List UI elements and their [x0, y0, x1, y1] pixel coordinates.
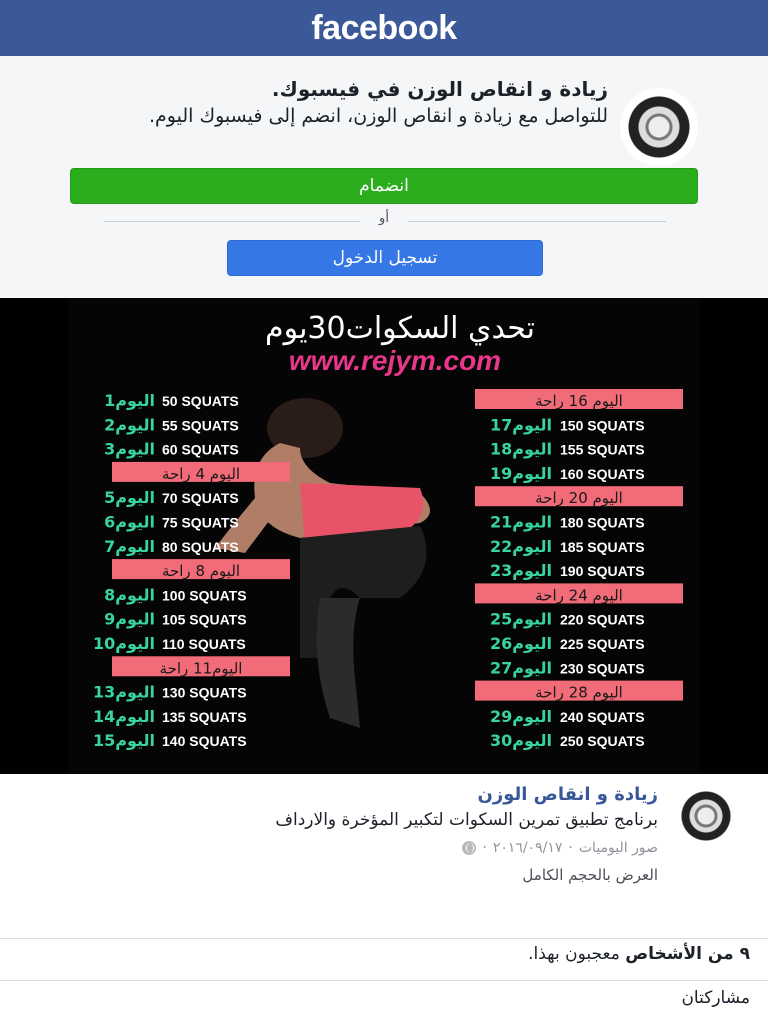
right-day-label: اليوم27 — [489, 658, 552, 678]
right-rest-label: اليوم 16 راحة — [535, 392, 623, 410]
left-day-label: اليوم9 — [104, 609, 155, 629]
left-day-label: اليوم1 — [104, 391, 155, 410]
left-day-label: اليوم3 — [104, 439, 155, 459]
shares-count[interactable]: مشاركتان — [681, 988, 750, 1008]
join-description: للتواصل مع زيادة و انقاص الوزن، انضم إلى فيسبوك اليوم. — [149, 105, 608, 127]
right-day-label: اليوم17 — [489, 415, 552, 435]
login-button[interactable]: تسجيل الدخول — [227, 240, 543, 276]
left-day-label: اليوم5 — [104, 488, 155, 508]
right-squat-count: 155 SQUATS — [560, 441, 645, 458]
right-day-label: اليوم29 — [489, 706, 552, 726]
right-day-label: اليوم23 — [489, 561, 552, 581]
top-bar — [0, 0, 768, 56]
left-day-label: اليوم10 — [92, 634, 155, 653]
left-day-label: اليوم6 — [104, 512, 155, 532]
post-caption: برنامج تطبيق تمرين السكوات لتكبير المؤخرة والارداف — [275, 810, 658, 830]
right-rest-label: اليوم 24 راحة — [535, 586, 623, 605]
join-button[interactable]: انضمام — [70, 168, 698, 204]
right-squat-count: 225 SQUATS — [560, 636, 645, 652]
right-day-label: اليوم18 — [489, 439, 552, 459]
left-squat-count: 110 SQUATS — [162, 636, 246, 652]
right-squat-count: 250 SQUATS — [560, 733, 645, 750]
right-squat-count: 160 SQUATS — [560, 465, 645, 482]
view-full-size-link[interactable]: العرض بالحجم الكامل — [522, 866, 658, 884]
left-rest-label: اليوم 8 راحة — [161, 562, 241, 581]
post-texts — [38, 782, 658, 884]
likes-count: ٩ من الأشخاص — [625, 944, 750, 964]
right-day-label: اليوم26 — [489, 634, 552, 653]
left-day-label: اليوم14 — [92, 706, 155, 726]
post-date[interactable]: ٢٠١٦/٠٩/١٧ — [492, 840, 563, 856]
right-rest-label: اليوم 20 راحة — [535, 489, 623, 508]
left-rest-label: اليوم11 راحة — [159, 659, 243, 678]
right-squat-count: 240 SQUATS — [560, 708, 645, 725]
left-squat-count: 105 SQUATS — [162, 611, 247, 628]
left-rest-label: اليوم 4 راحة — [161, 464, 241, 483]
meta-separator-2: · — [482, 840, 487, 856]
album-link[interactable]: صور اليوميات — [578, 840, 658, 856]
right-squat-count: 220 SQUATS — [560, 611, 645, 628]
right-day-label: اليوم22 — [489, 536, 552, 556]
globe-icon — [462, 841, 476, 855]
right-squat-count: 230 SQUATS — [560, 660, 645, 677]
right-squat-count: 185 SQUATS — [560, 538, 645, 555]
left-squat-count: 130 SQUATS — [162, 684, 247, 701]
join-texts — [48, 74, 608, 129]
left-squat-count: 55 SQUATS — [162, 417, 239, 434]
right-squat-count: 190 SQUATS — [560, 563, 645, 580]
join-card — [0, 56, 768, 298]
post-page-avatar[interactable] — [674, 784, 738, 848]
left-squat-count: 75 SQUATS — [162, 514, 239, 531]
squat-challenge-image — [0, 298, 768, 774]
divider — [0, 938, 768, 939]
left-squat-count: 135 SQUATS — [162, 708, 247, 725]
photo-url: www.rejym.com — [288, 345, 502, 376]
left-day-label: اليوم7 — [104, 536, 155, 556]
divider-2 — [0, 980, 768, 981]
page-avatar[interactable] — [620, 88, 698, 166]
left-squat-count: 70 SQUATS — [162, 490, 239, 507]
post-photo[interactable] — [0, 298, 768, 774]
post-meta — [38, 840, 658, 856]
left-day-label: اليوم15 — [92, 731, 155, 751]
right-day-label: اليوم25 — [489, 609, 552, 629]
left-day-label: اليوم2 — [104, 415, 155, 435]
right-day-label: اليوم21 — [489, 512, 552, 532]
right-squat-count: 180 SQUATS — [560, 514, 645, 531]
left-squat-count: 80 SQUATS — [162, 538, 239, 555]
right-day-label: اليوم19 — [489, 463, 552, 483]
right-rest-label: اليوم 28 راحة — [535, 683, 623, 702]
left-squat-count: 60 SQUATS — [162, 441, 239, 458]
left-squat-count: 50 SQUATS — [162, 393, 239, 409]
or-label: أو — [360, 211, 408, 226]
photo-title: تحدي السكوات30يوم — [265, 311, 535, 346]
right-squat-count: 150 SQUATS — [560, 417, 645, 434]
right-day-label: اليوم30 — [489, 731, 552, 751]
likes-summary[interactable] — [528, 944, 750, 964]
left-squat-count: 140 SQUATS — [162, 733, 247, 750]
post-page-name[interactable]: زيادة و انقاص الوزن — [477, 784, 658, 805]
join-title: زيادة و انقاص الوزن في فيسبوك. — [271, 77, 608, 101]
left-day-label: اليوم8 — [104, 585, 155, 605]
post-details — [0, 774, 768, 938]
left-squat-count: 100 SQUATS — [162, 587, 247, 604]
meta-separator: · — [568, 840, 573, 856]
left-day-label: اليوم13 — [92, 682, 155, 702]
facebook-logo[interactable]: facebook — [311, 8, 457, 47]
likes-suffix: معجبون بهذا. — [528, 944, 620, 964]
